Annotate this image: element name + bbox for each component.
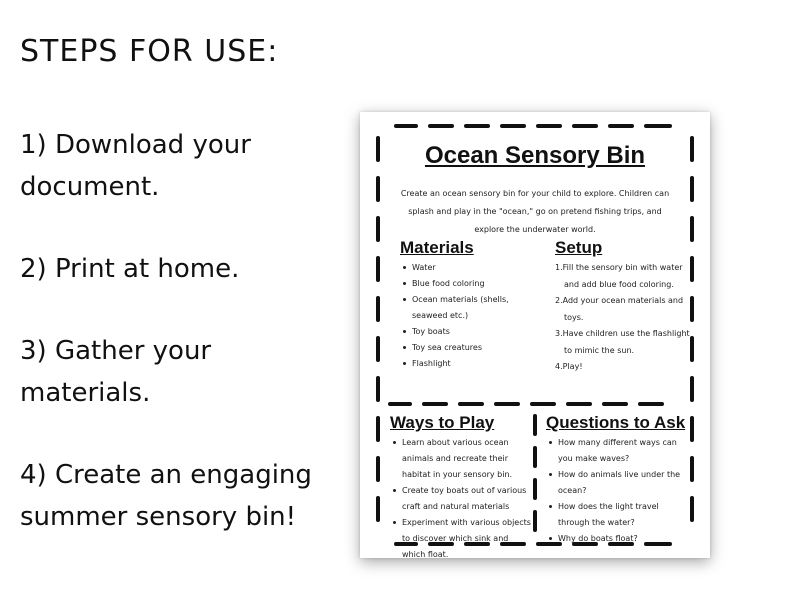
list-item: How do animals live under the ocean? xyxy=(546,467,692,499)
materials-list xyxy=(400,260,535,372)
questions-section xyxy=(546,413,692,547)
questions-title: Questions to Ask xyxy=(546,413,686,432)
list-item: Toy boats xyxy=(400,324,535,340)
list-item: How many different ways can you make waves? xyxy=(546,435,692,467)
step-download: 1) Download your document. xyxy=(20,130,251,202)
list-item: Experiment with various objects to discover which sink and which float. xyxy=(390,515,532,563)
setup-title: Setup xyxy=(555,238,603,257)
list-item: Flashlight xyxy=(400,356,535,372)
setup-list xyxy=(555,260,690,376)
list-item: 1.Fill the sensory bin with water and add blue food coloring. xyxy=(555,263,683,289)
list-item: 3.Have children use the flashlight to mimic the sun. xyxy=(555,329,690,355)
list-item: How does the light travel through the water? xyxy=(546,499,692,531)
list-item: 2.Add your ocean materials and toys. xyxy=(555,296,684,322)
list-item: Blue food coloring xyxy=(400,276,535,292)
ways-to-play-list xyxy=(390,435,532,563)
sheet-intro: Create an ocean sensory bin for your child to explore. Children can splash and play in the "ocean," go on pretend fishing trips, and explore the underwater world. xyxy=(400,189,670,234)
list-item: Ocean materials (shells, seaweed etc.) xyxy=(400,292,535,324)
setup-section xyxy=(555,238,690,376)
list-item: Toy sea creatures xyxy=(400,340,535,356)
step-create: 4) Create an engaging summer sensory bin! xyxy=(20,460,312,532)
list-item: Water xyxy=(400,260,535,276)
ways-to-play-section xyxy=(390,413,532,563)
list-item: Create toy boats out of various craft and natural materials xyxy=(390,483,532,515)
sheet-title: Ocean Sensory Bin xyxy=(424,142,646,169)
ways-to-play-title: Ways to Play xyxy=(390,413,495,432)
questions-list xyxy=(546,435,692,547)
list-item: Why do boats float? xyxy=(546,531,692,547)
materials-title: Materials xyxy=(400,238,474,257)
step-gather: 3) Gather your materials. xyxy=(20,336,212,408)
list-item: 4.Play! xyxy=(555,362,583,371)
materials-section xyxy=(400,238,535,372)
list-item: Learn about various ocean animals and recreate their habitat in your sensory bin. xyxy=(390,435,532,483)
page-heading: STEPS FOR USE: xyxy=(20,34,279,69)
step-print: 2) Print at home. xyxy=(20,254,240,284)
steps-list xyxy=(20,124,330,578)
printable-sheet-preview xyxy=(360,112,710,558)
